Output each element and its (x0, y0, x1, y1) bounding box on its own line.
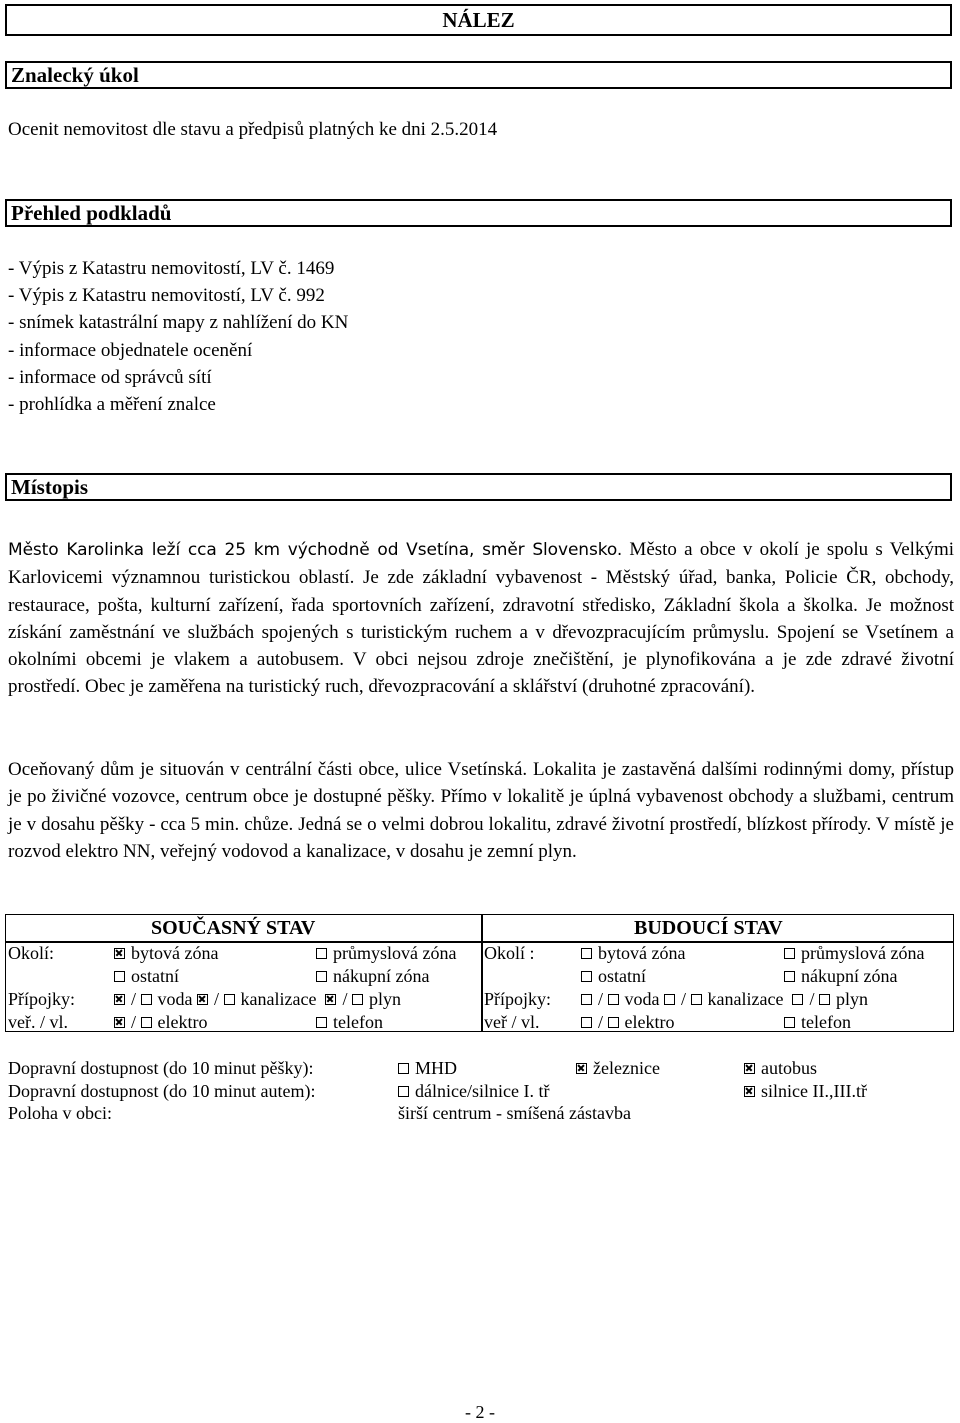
section-heading-location: Místopis (5, 473, 952, 501)
checkbox-empty-icon (581, 994, 592, 1005)
checkbox-empty-icon (316, 1017, 327, 1028)
future-pripojky-values: / voda / kanalizace / plyn (581, 988, 868, 1010)
future-pripojky-label: Přípojky: (484, 989, 552, 1009)
checkbox-checked-icon (114, 1017, 125, 1028)
source-item: - prohlídka a měření znalce (8, 394, 216, 415)
checkbox-checked-icon (197, 994, 208, 1005)
future-okoli-label: Okolí : (484, 943, 535, 963)
location-paragraph-1-rest: Město a obce v okolí je spolu s Velkými Karlovicemi významnou turistickou oblastí. Je zde základní vybavenost - Městský úřad, banka, Policie ČR, obchody, restaurace, pošta, kulturní zařízení, řada sportovních zařízení, zdravotní středisko, Základní škola a školka. Je možnost získání zaměstnání ve službách spojených s turistickým ruchem a v dřevozpracujícím průmyslu. Spojení se Vsetínem a okolními obcemi je vlakem a autobusem. V obci nejsou zdroje znečištění, je plynofikována a je zde zdravé životní prostředí. Obec je zaměřena na turistický ruch, dřevozpracování a sklářství (druhotné zpracování). (8, 539, 955, 698)
checkbox-empty-icon (691, 994, 702, 1005)
walk-access-label: Dopravní dostupnost (do 10 minut pěšky): (8, 1058, 314, 1078)
checkbox-empty-icon (819, 994, 830, 1005)
access-zeleznice: železnice (576, 1057, 660, 1079)
current-bytova: bytová zóna (114, 942, 218, 964)
current-ostatni: ostatní (114, 965, 179, 987)
current-elektro: / elektro (114, 1011, 208, 1033)
checkbox-empty-icon (398, 1086, 409, 1097)
checkbox-checked-icon (325, 994, 336, 1005)
checkbox-empty-icon (224, 994, 235, 1005)
source-item: - snímek katastrální mapy z nahlížení do KN (8, 312, 349, 333)
future-ver-label: veř / vl. (484, 1012, 540, 1032)
checkbox-empty-icon (784, 948, 795, 959)
location-paragraph-1 (8, 536, 954, 701)
position-label: Poloha v obci: (8, 1103, 112, 1123)
checkbox-checked-icon (744, 1086, 755, 1097)
source-item: - Výpis z Katastru nemovitostí, LV č. 1469 (8, 258, 335, 279)
current-state-heading: SOUČASNÝ STAV (151, 917, 316, 939)
current-pripojky-label: Přípojky: (8, 989, 76, 1009)
current-okoli-label: Okolí: (8, 943, 55, 963)
checkbox-checked-icon (114, 994, 125, 1005)
checkbox-empty-icon (608, 994, 619, 1005)
future-ostatni: ostatní (581, 965, 646, 987)
checkbox-empty-icon (316, 948, 327, 959)
task-text: Ocenit nemovitost dle stavu a předpisů platných ke dni 2.5.2014 (8, 119, 498, 140)
future-elektro: / elektro (581, 1011, 675, 1033)
checkbox-empty-icon (784, 1017, 795, 1028)
future-bytova: bytová zóna (581, 942, 685, 964)
checkbox-empty-icon (141, 994, 152, 1005)
checkbox-empty-icon (608, 1017, 619, 1028)
future-prumyslova: průmyslová zóna (784, 942, 924, 964)
checkbox-empty-icon (581, 948, 592, 959)
checkbox-empty-icon (316, 971, 327, 982)
checkbox-empty-icon (581, 971, 592, 982)
future-telefon: telefon (784, 1011, 851, 1033)
checkbox-empty-icon (792, 994, 803, 1005)
source-item: - Výpis z Katastru nemovitostí, LV č. 992 (8, 285, 325, 306)
future-nakupni: nákupní zóna (784, 965, 897, 987)
checkbox-empty-icon (114, 971, 125, 982)
status-table (5, 914, 954, 1032)
page-title-bar (5, 4, 952, 36)
location-paragraph-1-sans: Město Karolinka leží cca 25 km východně od Vsetína, směr Slovensko. (8, 540, 623, 560)
access-autobus: autobus (744, 1057, 817, 1079)
checkbox-checked-icon (114, 948, 125, 959)
checkbox-empty-icon (784, 971, 795, 982)
current-nakupni: nákupní zóna (316, 965, 429, 987)
current-ver-label: veř. / vl. (8, 1012, 68, 1032)
section-heading-task: Znalecký úkol (5, 61, 952, 89)
future-state-heading: BUDOUCÍ STAV (634, 917, 783, 939)
access-silnice: silnice II.,III.tř (744, 1080, 867, 1102)
page-number: - 2 - (465, 1402, 495, 1422)
position-value: širší centrum - smíšená zástavba (398, 1103, 631, 1123)
checkbox-empty-icon (141, 1017, 152, 1028)
source-item: - informace od správců sítí (8, 367, 212, 388)
table-divider (481, 915, 483, 1031)
page-title: NÁLEZ (442, 8, 515, 32)
checkbox-empty-icon (398, 1063, 409, 1074)
location-paragraph-2: Oceňovaný dům je situován v centrální části obce, ulice Vsetínská. Lokalita je zastavěná dalšími rodinnými domy, přístup je po živičné vozovce, centrum obce je dostupné pěšky. Přímo v lokalitě je úplná vybavenost obchody a službami, centrum je v dosahu pěšky - cca 5 min. chůze. Jedná se o velmi dobrou lokalitu, zdravé životní prostředí, blízkost přírody. V místě je rozvod elektro NN, veřejný vodovod a kanalizace, v dosahu je zemní plyn. (8, 759, 954, 862)
access-dalnice: dálnice/silnice I. tř (398, 1080, 549, 1102)
checkbox-checked-icon (576, 1063, 587, 1074)
current-prumyslova: průmyslová zóna (316, 942, 456, 964)
checkbox-empty-icon (581, 1017, 592, 1028)
source-item: - informace objednatele ocenění (8, 340, 253, 361)
section-heading-sources: Přehled podkladů (5, 199, 952, 227)
current-pripojky-values: / voda / kanalizace / plyn (114, 988, 401, 1010)
car-access-label: Dopravní dostupnost (do 10 minut autem): (8, 1081, 316, 1101)
access-mhd: MHD (398, 1057, 457, 1079)
checkbox-checked-icon (744, 1063, 755, 1074)
current-telefon: telefon (316, 1011, 383, 1033)
checkbox-empty-icon (664, 994, 675, 1005)
checkbox-empty-icon (352, 994, 363, 1005)
